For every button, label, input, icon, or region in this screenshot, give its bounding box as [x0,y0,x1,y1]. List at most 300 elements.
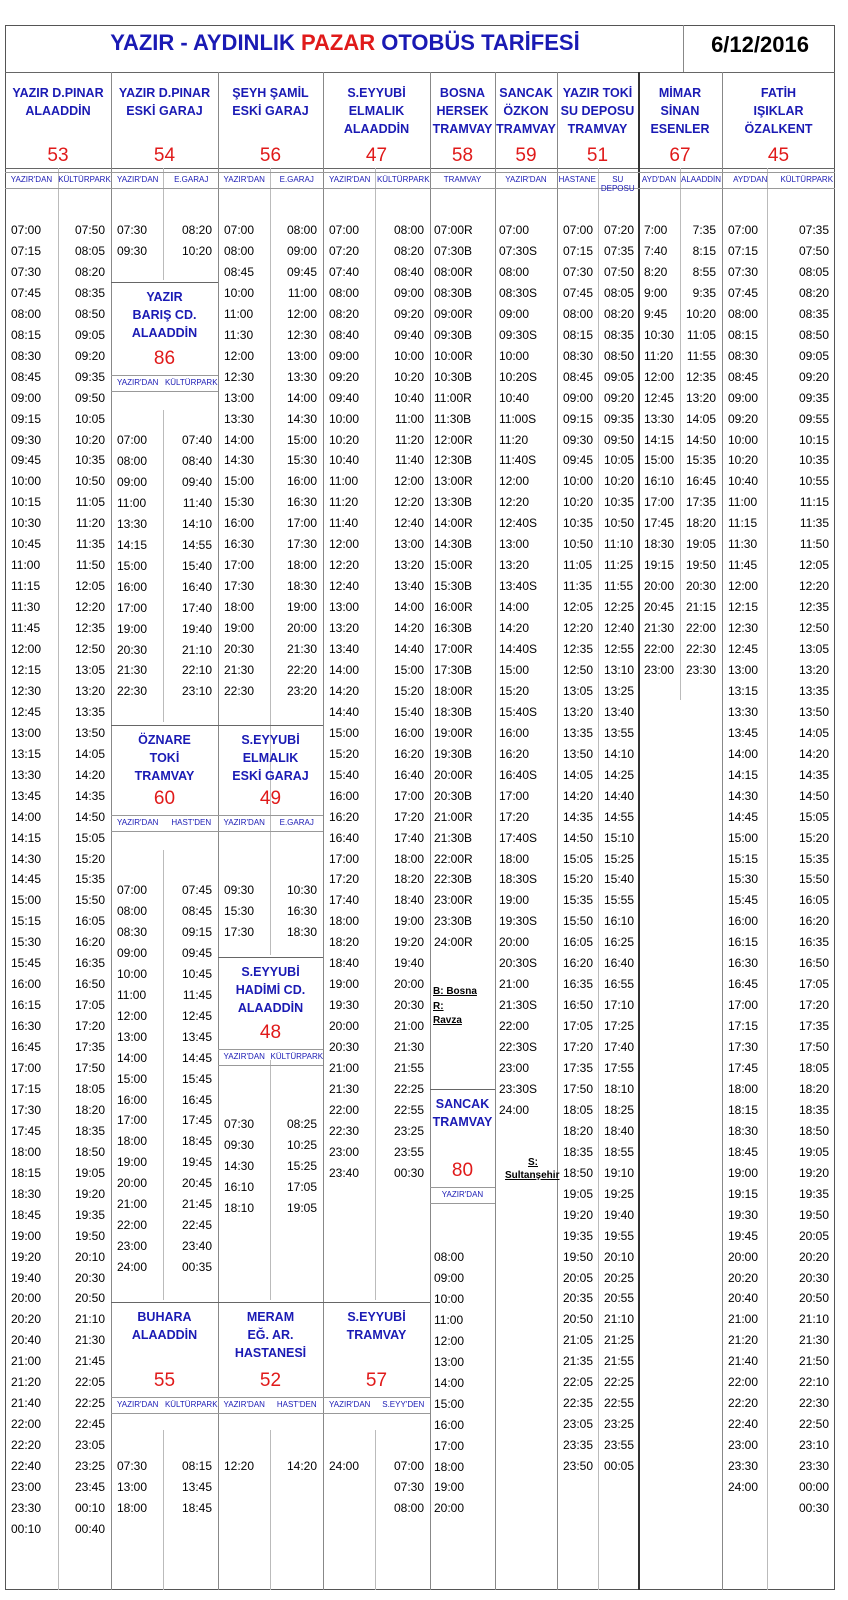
block-51-direction-label: SU DEPOSU [600,175,635,193]
time-cell-45a: 15:00 [728,830,759,845]
time-cell-67a: 14:15 [644,432,675,447]
block-top-line [430,1089,495,1090]
block-48-direction-label: KÜLTÜRPARK [270,1052,324,1061]
time-cell-47a: 11:40 [329,516,359,531]
time-cell-56b: 12:00 [286,306,317,321]
time-cell-47a: 11:20 [329,495,359,510]
time-cell-59: 12:00 [499,474,530,489]
time-cell-53a: 07:30 [11,264,42,279]
time-cell-60b: 19:45 [181,1155,212,1170]
time-cell-67a: 12:45 [644,390,675,405]
time-cell-51a: 17:05 [563,1019,594,1034]
time-cell-60a: 18:00 [117,1134,148,1149]
time-cell-53a: 00:10 [11,1521,42,1536]
time-cell-45a: 07:30 [728,264,759,279]
time-cell-53b: 08:50 [74,306,105,321]
time-cell-86a: 07:00 [117,433,148,447]
time-cell-53a: 23:30 [11,1500,42,1515]
time-cell-47b: 15:40 [393,704,424,719]
time-cell-59: 18:30S [499,872,538,887]
time-cell-59: 23:00 [499,1061,530,1075]
block-67-direction-label: ALAADDİN [680,175,721,184]
time-cell-51b: 14:55 [604,809,635,824]
time-cell-60b: 18:45 [181,1134,212,1149]
time-cell-45a: 13:15 [728,683,759,698]
time-cell-80: 08:00 [434,1250,465,1264]
time-cell-53b: 17:50 [74,1061,105,1075]
time-cell-67b: 19:50 [685,558,716,573]
time-cell-67b: 15:35 [685,453,716,468]
time-cell-51b: 13:10 [604,662,635,677]
time-cell-47b: 11:00 [394,411,424,426]
time-cell-45b: 19:50 [798,1207,829,1222]
date-divider [683,25,684,72]
time-cell-53b: 12:50 [74,642,105,656]
time-cell-51b: 07:35 [604,243,635,258]
block-sub-bottom-line [430,1203,495,1204]
time-cell-45a: 16:45 [728,977,759,992]
time-cell-60b: 11:45 [182,987,212,1002]
time-cell-59: 13:40S [499,579,538,594]
time-cell-53a: 13:45 [11,788,42,803]
time-cell-45a: 23:00 [728,1438,759,1453]
time-cell-53a: 14:30 [11,851,42,866]
time-cell-56b: 08:00 [286,223,317,237]
block-sub-top-line [638,172,722,173]
time-cell-45b: 15:50 [798,872,829,887]
time-cell-47a: 22:00 [329,1102,360,1117]
block-56-title-line: ESKİ GARAJ [232,104,309,118]
time-cell-58: 18:00R [434,683,473,698]
time-cell-67a: 8:20 [644,264,668,279]
time-cell-59: 10:40 [499,390,530,405]
date-label: 6/12/2016 [711,32,809,57]
time-cell-86b: 14:55 [181,537,212,552]
time-cell-59: 09:30S [499,327,538,342]
time-cell-67b: 20:30 [685,579,716,594]
time-cell-56a: 12:30 [224,369,255,384]
time-cell-51b: 16:55 [604,977,635,992]
block-51-title-line: YAZIR TOKİ [562,86,633,100]
time-cell-53a: 12:30 [11,683,42,698]
time-cell-67a: 20:45 [644,600,675,615]
time-cell-45a: 14:45 [728,809,759,824]
block-sub-top-line [111,1397,218,1398]
time-cell-60a: 07:00 [117,883,148,897]
block-45-title-line: ÖZALKENT [744,122,813,136]
time-cell-51a: 17:35 [563,1061,594,1075]
time-cell-53b: 11:35 [75,537,105,552]
time-cell-67a: 7:40 [644,243,668,258]
time-cell-53b: 10:50 [74,474,105,489]
time-cell-53a: 18:15 [11,1165,42,1180]
time-cell-67b: 11:55 [686,348,716,363]
time-cell-60b: 16:45 [181,1092,212,1107]
time-cell-45b: 22:30 [798,1396,829,1411]
time-cell-45a: 19:45 [728,1228,759,1243]
time-cell-45b: 22:10 [798,1375,829,1390]
time-cell-47b: 20:30 [393,998,424,1013]
time-cell-51a: 11:35 [563,579,593,594]
time-cell-51b: 11:55 [604,579,634,594]
time-cell-58: 13:00R [434,474,473,489]
time-cell-58: 11:30B [434,411,472,426]
time-cell-86a: 20:30 [117,642,148,657]
time-cell-51b: 07:50 [604,264,635,279]
time-cell-86a: 22:30 [117,684,148,699]
time-cell-60a: 15:00 [117,1071,148,1086]
time-cell-45b: 09:35 [798,390,829,405]
time-cell-45b: 16:35 [798,935,829,950]
time-cell-51a: 21:35 [563,1354,594,1369]
time-cell-58: 18:30B [434,704,473,719]
time-cell-56a: 08:00 [224,243,255,258]
time-cell-47b: 18:00 [393,851,424,866]
time-cell-47a: 23:00 [329,1144,360,1159]
time-cell-53a: 20:00 [11,1291,42,1306]
time-cell-59: 15:40S [499,704,538,719]
time-cell-45b: 11:15 [799,495,829,510]
time-cell-47a: 10:20 [329,432,360,447]
time-cell-49a: 09:30 [224,883,255,897]
time-cell-45b: 14:35 [798,767,829,782]
time-cell-47a: 16:20 [329,809,360,824]
time-cell-56a: 12:00 [224,348,255,363]
block-58-direction-label: TRAMVAY [443,175,482,184]
time-cell-47b: 10:00 [393,348,424,363]
block-54-direction-label: YAZIR'DAN [117,175,159,184]
time-cell-51a: 20:35 [563,1291,594,1306]
time-cell-45a: 22:00 [728,1375,759,1390]
block-sub-bottom-line [722,188,835,189]
time-cell-51b: 12:40 [604,621,635,636]
block-45-title-line: FATİH [760,86,797,100]
block-49-title-line: ELMALIK [242,751,299,765]
time-cell-53a: 17:00 [11,1061,42,1075]
time-cell-80: 18:00 [434,1459,465,1474]
time-cell-60b: 15:45 [181,1071,212,1086]
time-cell-45a: 13:45 [728,725,759,740]
time-cell-45a: 22:20 [728,1396,759,1411]
time-cell-56a: 16:30 [224,537,255,552]
time-cell-45b: 10:15 [798,432,829,447]
time-cell-47a: 08:40 [329,327,360,342]
time-cell-53b: 10:20 [74,432,105,447]
time-cell-86b: 11:40 [182,495,212,510]
time-cell-45b: 10:55 [798,474,829,489]
block-86-route-number: 86 [153,348,176,369]
time-cell-51a: 07:15 [563,243,594,258]
time-cell-53b: 10:05 [74,411,105,426]
time-cell-59: 15:20 [499,683,530,698]
time-cell-47a: 15:20 [329,746,360,761]
block-sub-top-line [557,172,638,173]
time-cell-58: 08:30B [434,285,473,300]
time-cell-45a: 20:00 [728,1249,759,1264]
block-59-title-line: TRAMVAY [496,122,556,136]
time-cell-80: 20:00 [434,1501,465,1516]
time-cell-45a: 22:40 [728,1417,759,1432]
time-cell-47b: 14:40 [393,642,424,656]
time-cell-56b: 23:20 [286,683,317,698]
time-cell-80: 13:00 [434,1354,465,1369]
time-cell-60a: 23:00 [117,1239,148,1254]
time-cell-47a: 16:00 [329,788,360,803]
block-57-route-number: 57 [365,1370,388,1391]
time-cell-51a: 18:35 [563,1144,594,1159]
time-cell-51b: 08:05 [604,285,635,300]
time-cell-51a: 16:05 [563,935,594,950]
time-cell-56a: 20:30 [224,642,255,656]
block-59-direction-label: YAZIR'DAN [505,175,547,184]
time-cell-56b: 14:00 [286,390,317,405]
time-cell-53b: 16:35 [74,956,105,971]
time-cell-51b: 18:55 [604,1144,635,1159]
time-cell-56a: 13:30 [224,411,255,426]
time-cell-60b: 09:15 [181,924,212,939]
time-cell-67b: 16:45 [685,474,716,489]
time-cell-51b: 14:40 [604,788,635,803]
time-cell-56b: 15:30 [286,453,317,468]
time-cell-67b: 14:50 [685,432,716,447]
time-cell-51a: 17:20 [563,1040,594,1055]
block-sub-bottom-line [111,188,218,189]
time-cell-45a: 11:30 [728,537,758,552]
time-cell-86a: 11:00 [117,495,147,510]
time-cell-59: 21:30S [499,998,538,1013]
block-58-title-line: HERSEK [436,104,489,118]
block-top-line [218,725,323,726]
time-cell-58: 14:00R [434,516,473,531]
time-cell-58: 19:30B [434,746,473,761]
time-cell-59: 22:30S [499,1040,538,1055]
block-67-direction-label: AYD'DAN [641,175,677,184]
time-cell-51a: 20:50 [563,1312,594,1327]
time-cell-53b: 19:35 [74,1207,105,1222]
time-cell-67b: 14:05 [685,411,716,426]
time-cell-47b: 13:20 [393,558,424,573]
time-cell-59: 13:00 [499,537,530,552]
time-cell-86b: 07:40 [181,433,212,447]
time-cell-51b: 10:05 [604,453,635,468]
block-top-line [111,1302,218,1303]
time-cell-58: 12:30B [434,453,473,468]
time-cell-53b: 17:05 [74,998,105,1013]
block-sub-bottom-line [218,1065,323,1066]
time-cell-56a: 19:00 [224,621,255,636]
block-86-direction-label: YAZIR'DAN [117,378,159,387]
time-cell-51a: 16:50 [563,998,594,1013]
time-cell-47b: 21:00 [393,1019,424,1034]
time-cell-60b: 08:45 [181,903,212,918]
block-sub-top-line [111,815,218,816]
time-cell-53a: 15:15 [11,914,42,929]
time-cell-86a: 17:00 [117,600,148,615]
time-cell-47b: 09:00 [393,285,424,300]
time-cell-51b: 16:40 [604,956,635,971]
time-cell-58: 07:30B [434,243,473,258]
time-cell-67b: 8:15 [692,243,716,258]
time-cell-51a: 22:35 [563,1396,594,1411]
time-cell-47a: 23:40 [329,1165,360,1180]
time-cell-86b: 15:40 [181,558,212,573]
block-56-route-number: 56 [259,145,282,166]
time-cell-56b: 20:00 [286,621,317,636]
time-cell-45b: 18:35 [798,1102,829,1117]
time-cell-59: 14:20 [499,621,530,636]
time-cell-48b: 08:25 [286,1117,317,1131]
time-cell-53a: 15:45 [11,956,42,971]
time-cell-67b: 12:35 [685,369,716,384]
time-cell-51a: 17:50 [563,1081,594,1096]
block-52-direction-label: HAST'DEN [276,1400,317,1409]
time-cell-51a: 09:30 [563,432,594,447]
block-86-title-line: ALAADDİN [131,326,198,340]
time-cell-47b: 21:30 [393,1040,424,1055]
block-sub-bottom-line [323,188,430,189]
time-cell-86b: 16:40 [181,579,212,594]
time-cell-51a: 19:05 [563,1186,594,1201]
time-cell-53b: 15:50 [74,893,105,908]
time-cell-45a: 13:30 [728,704,759,719]
block-60-title-line: TOKİ [149,751,180,765]
time-cell-47a: 22:30 [329,1123,360,1138]
time-cell-51a: 12:50 [563,662,594,677]
time-cell-86b: 14:10 [181,516,212,531]
time-cell-45a: 16:00 [728,914,759,929]
time-cell-59: 08:00 [499,264,530,279]
block-56-title-line: ŞEYH ŞAMİL [232,86,309,100]
time-cell-47a: 08:00 [329,285,360,300]
time-cell-67a: 11:20 [644,348,674,363]
time-cell-51a: 15:50 [563,914,594,929]
time-cell-86a: 13:30 [117,516,148,531]
time-cell-55a: 13:00 [117,1479,148,1494]
time-cell-53a: 10:45 [11,537,42,552]
time-cell-53b: 18:50 [74,1144,105,1159]
time-cell-56a: 15:00 [224,474,255,489]
block-53-title-line: YAZIR D.PINAR [12,86,104,100]
time-cell-47a: 14:40 [329,704,360,719]
time-cell-53b: 18:35 [74,1123,105,1138]
time-cell-53a: 17:15 [11,1081,42,1096]
time-cell-59: 07:00 [499,223,530,237]
time-cell-45b: 19:35 [798,1186,829,1201]
time-cell-47b: 08:40 [393,264,424,279]
time-cell-60a: 12:00 [117,1008,148,1023]
time-cell-59: 20:00 [499,935,530,950]
note-ravza: Ravza [433,1015,462,1026]
time-cell-51b: 23:55 [604,1438,635,1453]
time-cell-56a: 22:30 [224,683,255,698]
time-cell-58: 07:00R [434,223,473,237]
time-cell-53b: 19:20 [74,1186,105,1201]
time-cell-45b: 16:05 [798,893,829,908]
time-cell-47b: 17:20 [393,809,424,824]
block-sub-top-line [430,172,495,173]
time-cell-53b: 22:45 [74,1417,105,1432]
time-cell-47a: 13:40 [329,642,360,656]
time-cell-86b: 08:40 [181,453,212,468]
time-cell-53b: 14:05 [74,746,105,761]
time-cell-51a: 13:50 [563,746,594,761]
time-cell-58: 16:00R [434,600,473,615]
time-cell-45a: 13:00 [728,662,759,677]
time-cell-45a: 21:40 [728,1354,759,1369]
time-cell-47a: 17:20 [329,872,360,887]
time-cell-51b: 14:10 [604,746,635,761]
time-cell-53b: 13:50 [74,725,105,740]
block-80-title-line: SANCAK [435,1097,490,1111]
time-cell-80: 15:00 [434,1396,465,1411]
time-cell-67a: 19:15 [644,558,675,573]
time-cell-51b: 15:55 [604,893,635,908]
time-cell-51b: 21:10 [604,1312,635,1327]
time-cell-51b: 08:35 [604,327,635,342]
time-cell-45b: 21:30 [798,1333,829,1348]
time-cell-53a: 07:00 [11,223,42,237]
block-55-direction-label: KÜLTÜRPARK [164,1400,218,1409]
column-divider [722,72,723,1590]
block-sub-bottom-line [430,188,495,189]
time-cell-58: 13:30B [434,495,473,510]
time-cell-51a: 08:30 [563,348,594,363]
time-cell-51a: 12:05 [563,600,594,615]
time-cell-45a: 10:00 [728,432,759,447]
time-cell-47b: 12:00 [393,474,424,489]
time-cell-45a: 21:20 [728,1333,759,1348]
time-cell-54b: 08:20 [181,223,212,237]
time-cell-53a: 20:40 [11,1333,42,1348]
block-top-line [218,957,323,958]
time-cell-67b: 13:20 [685,390,716,405]
block-52-direction-label: YAZIR'DAN [223,1400,265,1409]
note-sultansehir-key: S: [528,1157,538,1168]
time-cell-47a: 18:00 [329,914,360,929]
time-cell-51b: 19:10 [604,1165,635,1180]
time-cell-53a: 22:40 [11,1459,42,1474]
block-59-title-line: ÖZKON [503,104,549,118]
time-cell-58: 16:30B [434,621,473,636]
time-cell-47a: 16:40 [329,830,360,845]
time-cell-45a: 16:15 [728,935,759,950]
time-cell-67b: 19:05 [685,537,716,552]
block-57-direction-label: S.EYY'DEN [382,1400,425,1409]
time-cell-56b: 16:30 [286,495,317,510]
time-cell-86b: 19:40 [181,621,212,636]
time-cell-47b: 21:55 [393,1061,424,1075]
time-cell-53b: 17:35 [74,1040,105,1055]
time-cell-51a: 10:20 [563,495,594,510]
time-cell-57b: 07:30 [393,1479,424,1494]
time-cell-45b: 11:50 [799,537,829,552]
time-cell-45a: 15:15 [728,851,759,866]
time-cell-67a: 22:00 [644,642,675,656]
block-top-line [111,725,218,726]
time-cell-47a: 17:40 [329,893,360,908]
time-cell-56b: 15:00 [286,432,317,447]
time-cell-59: 14:40S [499,642,538,656]
time-cell-58: 17:00R [434,642,473,656]
block-sub-top-line [218,172,323,173]
time-cell-45b: 20:20 [798,1249,829,1264]
time-cell-53a: 11:00 [11,558,41,573]
time-cell-56b: 12:30 [286,327,317,342]
time-cell-67a: 18:30 [644,537,675,552]
time-cell-53b: 19:50 [74,1228,105,1243]
block-67-title-line: MİMAR [658,86,702,100]
time-cell-53b: 00:40 [74,1521,105,1536]
